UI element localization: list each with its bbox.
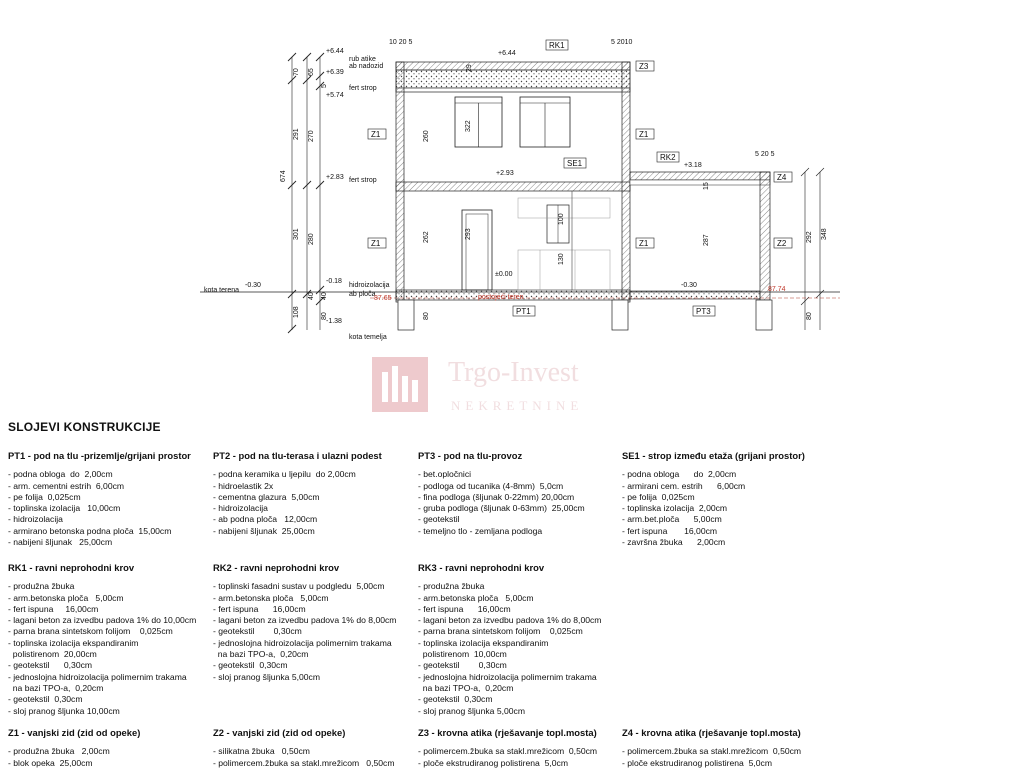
svg-text:PT3: PT3	[696, 307, 711, 316]
svg-text:Z1: Z1	[371, 239, 381, 248]
svg-text:10 20 5: 10 20 5	[389, 39, 413, 46]
layer-title: RK3 - ravni neprohodni krov	[418, 562, 545, 573]
svg-text:Z3: Z3	[639, 62, 649, 71]
layer-item: - nabijeni šljunak 25,00cm	[213, 525, 315, 536]
svg-text:Z1: Z1	[371, 130, 381, 139]
svg-text:RK1: RK1	[549, 41, 565, 50]
svg-text:100: 100	[558, 213, 565, 225]
svg-text:292: 292	[806, 231, 813, 243]
svg-text:±0.00: ±0.00	[495, 271, 513, 278]
svg-text:15: 15	[703, 182, 710, 190]
svg-text:+3.18: +3.18	[684, 162, 702, 169]
layer-item: - blok opeka 25,00cm	[8, 757, 93, 768]
layer-item: - hidroizolacija	[8, 514, 63, 525]
layer-title: PT2 - pod na tlu-terasa i ulazni podest	[213, 450, 382, 461]
layer-item: - jednoslojna hidroizolacija polimernim trakama	[213, 637, 392, 648]
svg-text:SE1: SE1	[567, 159, 583, 168]
layer-item: - fina podloga (šljunak 0-22mm) 20,00cm	[418, 491, 575, 502]
layer-item: - lagani beton za izvedbu padova 1% do 8,00cm	[418, 615, 602, 626]
svg-text:Z2: Z2	[777, 239, 787, 248]
svg-text:70: 70	[293, 68, 300, 76]
layer-item: - toplinska izolacija ekspandiranim	[8, 637, 139, 648]
svg-text:301: 301	[293, 228, 300, 240]
layer-item: - fert ispuna 16,00cm	[418, 603, 511, 614]
layer-item: - arm.betonska ploča 5,00cm	[213, 592, 329, 603]
watermark-logo	[372, 357, 583, 413]
layer-title: RK2 - ravni neprohodni krov	[213, 562, 340, 573]
layer-rk2	[213, 562, 413, 683]
layer-title: SE1 - strop između etaža (grijani prostor)	[622, 450, 805, 461]
layer-item: - produžna žbuka	[8, 581, 75, 592]
layer-pt3	[418, 450, 618, 537]
svg-text:RK2: RK2	[660, 153, 676, 162]
svg-text:+2.93: +2.93	[496, 170, 514, 177]
svg-text:5: 5	[321, 84, 328, 88]
svg-text:108: 108	[293, 306, 300, 318]
svg-text:280: 280	[308, 233, 315, 245]
svg-text:Z1: Z1	[639, 239, 649, 248]
svg-text:291: 291	[293, 128, 300, 140]
layer-z1	[8, 727, 208, 769]
layers-title: SLOJEVI KONSTRUKCIJE	[8, 420, 161, 434]
svg-text:ab nadozid: ab nadozid	[349, 63, 384, 70]
layer-rk1	[8, 562, 208, 717]
layer-item: - arm. cementni estrih 6,00cm	[8, 480, 125, 491]
layer-item: - geotekstil 0,30cm	[8, 660, 93, 671]
layer-item: - podna obloga do 2,00cm	[8, 469, 113, 480]
layer-item: - pe folija 0,025cm	[8, 491, 81, 502]
layer-title: PT3 - pod na tlu-provoz	[418, 450, 523, 461]
svg-text:kota terena: kota terena	[204, 287, 240, 294]
svg-text:262: 262	[423, 231, 430, 243]
svg-text:130: 130	[558, 253, 565, 265]
svg-text:+6.44: +6.44	[498, 50, 516, 57]
layer-item: polistirenom 20,00cm	[8, 649, 97, 660]
layer-item: - toplinski fasadni sustav u podgledu 5,00cm	[213, 581, 385, 592]
watermark-name: Trgo-Invest	[448, 357, 579, 388]
layer-item: - hidroelastik 2x	[213, 480, 274, 491]
svg-text:40: 40	[321, 292, 328, 300]
svg-text:260: 260	[423, 130, 430, 142]
layer-title: RK1 - ravni neprohodni krov	[8, 562, 135, 573]
layer-item: - jednoslojna hidroizolacija polimernim trakama	[418, 671, 597, 682]
layer-item: na bazi TPO-a, 0,20cm	[213, 649, 309, 660]
svg-text:87.74: 87.74	[768, 286, 786, 293]
svg-text:-0.30: -0.30	[681, 282, 697, 289]
svg-text:postojeći teren: postojeći teren	[478, 294, 524, 301]
svg-text:270: 270	[308, 130, 315, 142]
layer-item: - podna keramika u ljepilu do 2,00cm	[213, 469, 356, 480]
svg-text:29: 29	[466, 64, 473, 72]
layer-z3	[418, 727, 618, 769]
svg-text:293: 293	[465, 228, 472, 240]
svg-text:ab ploča: ab ploča	[349, 291, 376, 298]
layer-item: - armirano betonska podna ploča 15,00cm	[8, 525, 172, 536]
layer-item: - parna brana sintetskom folijom 0,025cm	[8, 626, 173, 637]
layer-item: - ploče ekstrudiranog polistirena 5,0cm	[418, 757, 568, 768]
svg-text:5 2010: 5 2010	[611, 39, 633, 46]
layer-item: polistirenom 10,00cm	[418, 649, 507, 660]
layer-item: - parna brana sintetskom folijom 0,025cm	[418, 626, 583, 637]
layer-item: - geotekstil 0,30cm	[213, 626, 302, 637]
layer-item: - toplinska izolacija ekspandiranim	[418, 637, 549, 648]
layer-item: - geotekstil 0,30cm	[213, 660, 288, 671]
svg-text:hidroizolacija: hidroizolacija	[349, 282, 390, 289]
layer-item: - toplinska izolacija 10,00cm	[8, 503, 121, 514]
svg-text:PT1: PT1	[516, 307, 531, 316]
layer-item: na bazi TPO-a, 0,20cm	[418, 682, 514, 693]
svg-text:+2.83: +2.83	[326, 174, 344, 181]
layer-item: - nabijeni šljunak 25,00cm	[8, 537, 113, 548]
layer-item: - arm.bet.ploča 5,00cm	[622, 514, 722, 525]
svg-text:-1.38: -1.38	[326, 318, 342, 325]
svg-text:80: 80	[423, 312, 430, 320]
layer-item: - cementna glazura 5,00cm	[213, 491, 320, 502]
svg-text:-0.30: -0.30	[245, 282, 261, 289]
svg-text:+6.44: +6.44	[326, 48, 344, 55]
layer-item: - ploče ekstrudiranog polistirena 5,0cm	[622, 757, 772, 768]
layer-item: - fert ispuna 16,00cm	[213, 603, 306, 614]
layer-item: - gruba podloga (šljunak 0-63mm) 25,00cm	[418, 503, 585, 514]
layer-item: - temeljno tlo - zemljana podloga	[418, 525, 543, 536]
layer-item: - lagani beton za izvedbu padova 1% do 8,00cm	[213, 615, 397, 626]
layer-item: - hidroizolacija	[213, 503, 268, 514]
layer-item: - sloj pranog šljunka 5,00cm	[213, 671, 320, 682]
layer-item: - geotekstil 0,30cm	[418, 694, 493, 705]
layer-item: - polimercem.žbuka sa stakl.mrežicom 0,50cm	[418, 746, 598, 757]
layer-item: - pe folija 0,025cm	[622, 491, 695, 502]
layer-item: - geotekstil 0,30cm	[8, 694, 83, 705]
layer-item: - polimercem.žbuka sa stakl.mrežicom 0,50cm	[622, 746, 802, 757]
svg-text:348: 348	[821, 228, 828, 240]
layer-item: - bet.opločnici	[418, 469, 472, 480]
layer-title: Z4 - krovna atika (rješavanje topl.mosta)	[622, 727, 801, 738]
svg-text:87.65: 87.65	[374, 295, 392, 302]
building-section	[396, 62, 772, 330]
layer-item: - podna obloga do 2,00cm	[622, 469, 737, 480]
svg-text:80: 80	[321, 312, 328, 320]
layer-item: - lagani beton za izvedbu padova 1% do 10,00cm	[8, 615, 197, 626]
layer-item: - produžna žbuka 2,00cm	[8, 746, 110, 757]
layer-item: - arm.betonska ploča 5,00cm	[8, 592, 124, 603]
layer-item: - ab podna ploča 12,00cm	[213, 514, 318, 525]
layer-item: - sloj pranog šljunka 5,00cm	[418, 705, 525, 716]
layer-item: - sloj pranog šljunka 10,00cm	[8, 705, 120, 716]
layer-title: Z3 - krovna atika (rješavanje topl.mosta)	[418, 727, 597, 738]
layer-item: - podloga od tucanika (4-8mm) 5,0cm	[418, 480, 564, 491]
layer-item: - geotekstil 0,30cm	[418, 660, 507, 671]
svg-text:674: 674	[280, 170, 287, 182]
layer-pt1	[8, 450, 208, 548]
layer-item: na bazi TPO-a, 0,20cm	[8, 682, 104, 693]
svg-text:40: 40	[308, 292, 315, 300]
layer-item: - armirani cem. estrih 6,00cm	[622, 480, 746, 491]
layer-item: - arm.betonska ploča 5,00cm	[418, 592, 534, 603]
svg-text:rub atike: rub atike	[349, 56, 376, 63]
layer-item: - fert ispuna 16,00cm	[622, 525, 718, 536]
layer-item: - završna žbuka 2,00cm	[622, 537, 726, 548]
svg-text:fert strop: fert strop	[349, 177, 377, 184]
layer-pt2	[213, 450, 413, 537]
svg-text:fert strop: fert strop	[349, 85, 377, 92]
svg-text:Z4: Z4	[777, 173, 787, 182]
layer-item: - fert ispuna 16,00cm	[8, 603, 99, 614]
svg-text:+5.74: +5.74	[326, 92, 344, 99]
svg-text:kota temelja: kota temelja	[349, 334, 387, 341]
layer-z2	[213, 727, 413, 769]
layer-title: Z1 - vanjski zid (zid od opeke)	[8, 727, 141, 738]
layer-item: - jednoslojna hidroizolacija polimernim trakama	[8, 671, 187, 682]
layer-item: - polimercem.žbuka sa stakl.mrežicom 0,50cm	[213, 757, 395, 768]
svg-text:-0.18: -0.18	[326, 278, 342, 285]
watermark-sub: NEKRETNINE	[451, 398, 584, 413]
layer-z4	[622, 727, 822, 769]
svg-text:65: 65	[308, 68, 315, 76]
layer-item: - produžna žbuka	[418, 581, 485, 592]
layer-item: - geotekstil	[418, 514, 460, 525]
svg-text:80: 80	[806, 312, 813, 320]
layer-se1	[622, 450, 822, 548]
svg-text:5 20 5: 5 20 5	[755, 151, 775, 158]
layer-item: - toplinska izolacija 2,00cm	[622, 503, 728, 514]
svg-text:+6.39: +6.39	[326, 69, 344, 76]
layer-title: PT1 - pod na tlu -prizemlje/grijani prostor	[8, 450, 191, 461]
layer-title: Z2 - vanjski zid (zid od opeke)	[213, 727, 346, 738]
svg-text:322: 322	[465, 120, 472, 132]
layer-item: - silikatna žbuka 0,50cm	[213, 746, 310, 757]
svg-text:Z1: Z1	[639, 130, 649, 139]
svg-text:287: 287	[703, 234, 710, 246]
layer-rk3	[418, 562, 618, 717]
